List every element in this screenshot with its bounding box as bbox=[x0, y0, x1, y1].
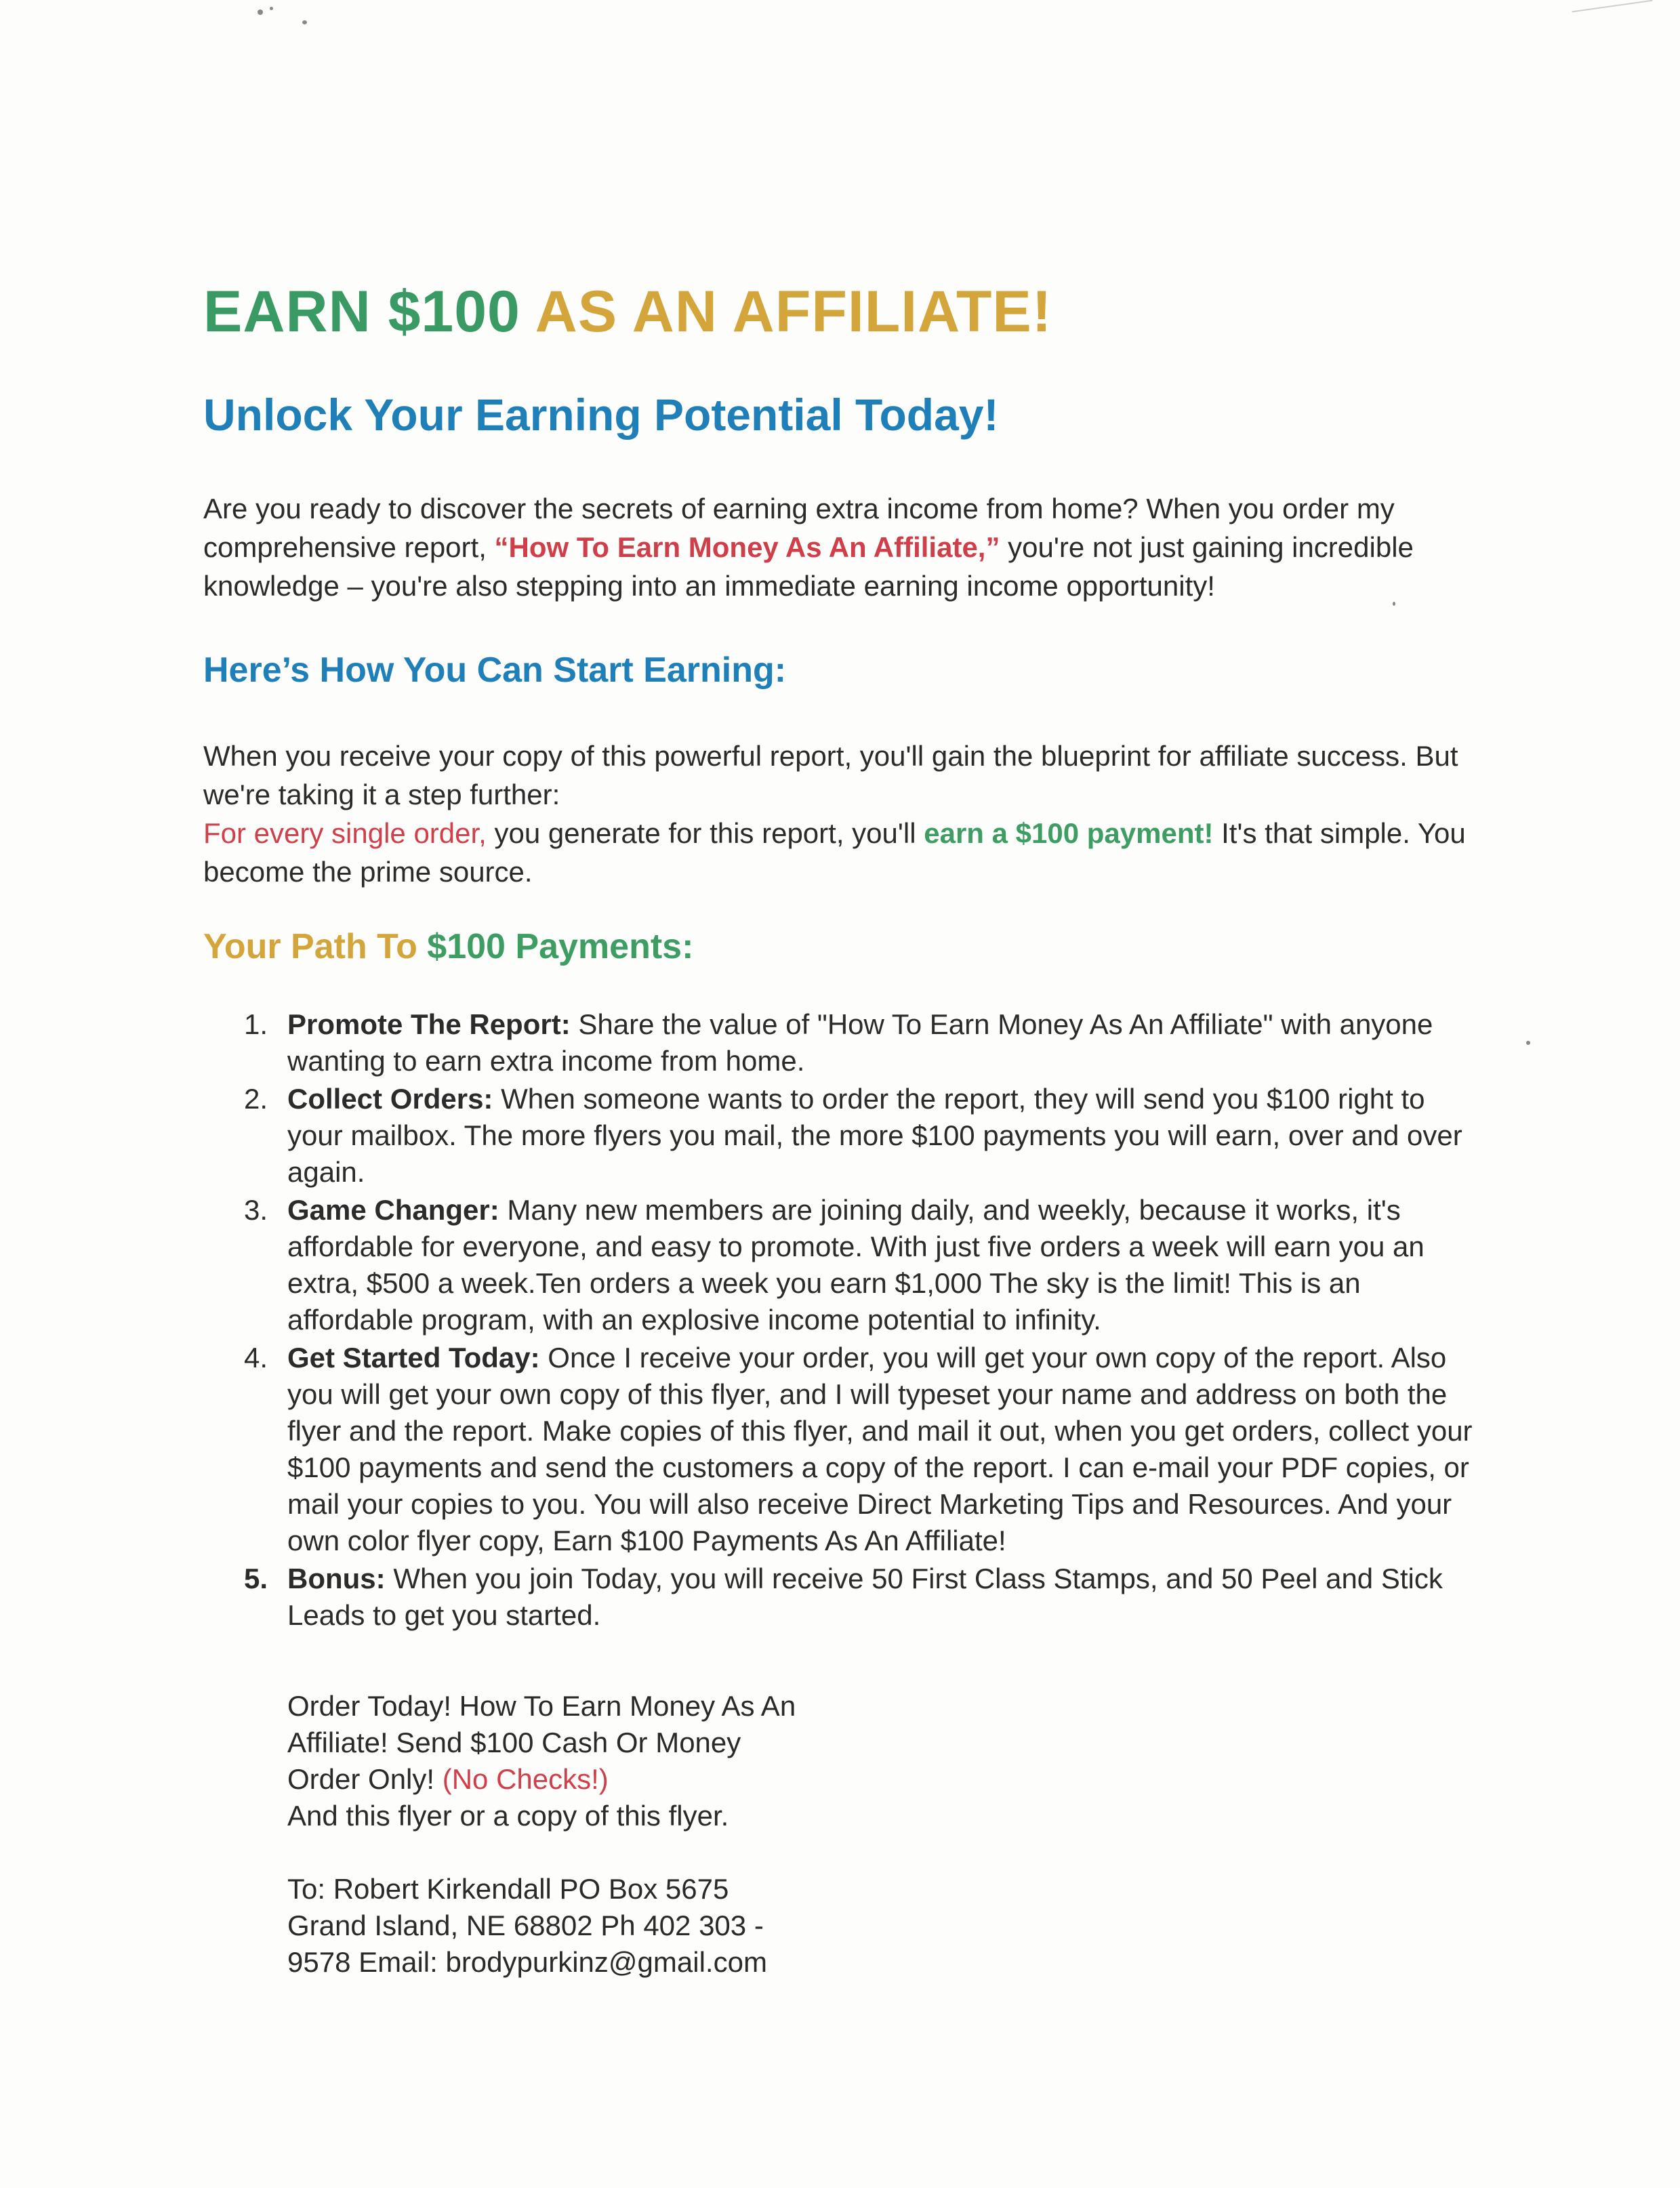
how-mid: you generate for this report, you'll bbox=[486, 817, 924, 849]
step-lead: Promote The Report: bbox=[287, 1008, 571, 1040]
intro-text-after: you're not just gaining incredible knowledge – you're also stepping into an immediate earning income opportunity! bbox=[203, 531, 1414, 602]
flyer-subtitle: Unlock Your Earning Potential Today! bbox=[203, 390, 999, 440]
earn-payment: earn a $100 payment! bbox=[924, 817, 1214, 849]
step-text: Share the value of "How To Earn Money As An Affiliate" with anyone wanting to earn extra income from home. bbox=[287, 1008, 1433, 1077]
report-name: “How To Earn Money As An Affiliate,” bbox=[494, 531, 1000, 563]
list-item bbox=[244, 1081, 1477, 1191]
step-number: 2. bbox=[244, 1083, 268, 1115]
step-lead: Bonus: bbox=[287, 1563, 386, 1594]
how-end: It's that simple. You become the prime source. bbox=[203, 817, 1466, 888]
steps-list bbox=[203, 1006, 1477, 1634]
step-number: 3. bbox=[244, 1194, 268, 1226]
step-text: Once I receive your order, you will get your own copy of the report. Also you will get your own copy of this flyer, and I will typeset your name and address on both the flyer and the report. Make copies of this flyer, and mail it out, when you get orders, collect your $100 payments and send the customers a copy of the report. I can e-mail your PDF copies, or mail your copies to you. You will also receive Direct Marketing Tips and Resources. And your own color flyer copy, Earn $100 Payments As An Affiliate! bbox=[287, 1342, 1473, 1556]
scan-speck bbox=[1526, 1041, 1530, 1045]
step-text: Many new members are joining daily, and weekly, because it works, it's affordable for everyone, and easy to promote. With just five orders a week will earn you an extra, $500 a week.Ten orders a week you earn $1,000 The sky is the limit! This is an affordable program, with an explosive income potential to infinity. bbox=[287, 1194, 1425, 1336]
no-checks-note: (No Checks!) bbox=[442, 1763, 609, 1795]
list-item bbox=[244, 1340, 1477, 1559]
scan-edge-mark bbox=[1572, 0, 1652, 12]
step-number: 1. bbox=[244, 1008, 268, 1040]
order-line2: And this flyer or a copy of this flyer. bbox=[287, 1800, 729, 1832]
step-number: 5. bbox=[244, 1563, 268, 1594]
order-line1: Order Today! How To Earn Money As An Affiliate! Send $100 Cash Or Money Order Only! bbox=[287, 1690, 796, 1795]
how-para1: When you receive your copy of this powerful report, you'll gain the blueprint for affiliate success. But we're taking it a step further: bbox=[203, 740, 1458, 810]
step-number: 4. bbox=[244, 1342, 268, 1374]
step-lead: Collect Orders: bbox=[287, 1083, 493, 1115]
path-heading-part2: $100 Payments: bbox=[427, 927, 694, 966]
intro-text-before: Are you ready to discover the secrets of earning extra income from home? When you order my comprehensive report, bbox=[203, 493, 1395, 563]
how-heading: Here’s How You Can Start Earning: bbox=[203, 651, 787, 690]
flyer-title bbox=[203, 278, 1477, 346]
path-heading-part1: Your Path To bbox=[203, 927, 428, 966]
step-text: When you join Today, you will receive 50 First Class Stamps, and 50 Peel and Stick Leads to get you started. bbox=[287, 1563, 1443, 1631]
list-item bbox=[244, 1006, 1477, 1079]
title-affiliate: AS AN AFFILIATE! bbox=[535, 279, 1052, 344]
scan-speck bbox=[302, 20, 307, 24]
step-text: When someone wants to order the report, they will send you $100 right to your mailbox. The more flyers you mail, the more $100 payments you will earn, over and over again. bbox=[287, 1083, 1462, 1188]
intro-paragraph bbox=[203, 489, 1477, 605]
step-lead: Game Changer: bbox=[287, 1194, 499, 1226]
scan-speck bbox=[258, 9, 263, 15]
list-item bbox=[244, 1192, 1477, 1338]
path-heading bbox=[203, 925, 1477, 968]
list-item bbox=[244, 1561, 1477, 1634]
order-instructions bbox=[287, 1688, 802, 1834]
for-every-order: For every single order, bbox=[203, 817, 487, 849]
step-lead: Get Started Today: bbox=[287, 1342, 540, 1374]
scan-speck bbox=[270, 7, 273, 10]
how-paragraph bbox=[203, 737, 1477, 891]
flyer-page bbox=[203, 278, 1477, 1981]
mailing-address: To: Robert Kirkendall PO Box 5675 Grand Island, NE 68802 Ph 402 303 - 9578 Email: brodypurkinz@gmail.com bbox=[287, 1873, 767, 1978]
title-earn-100: EARN $100 bbox=[203, 279, 520, 344]
